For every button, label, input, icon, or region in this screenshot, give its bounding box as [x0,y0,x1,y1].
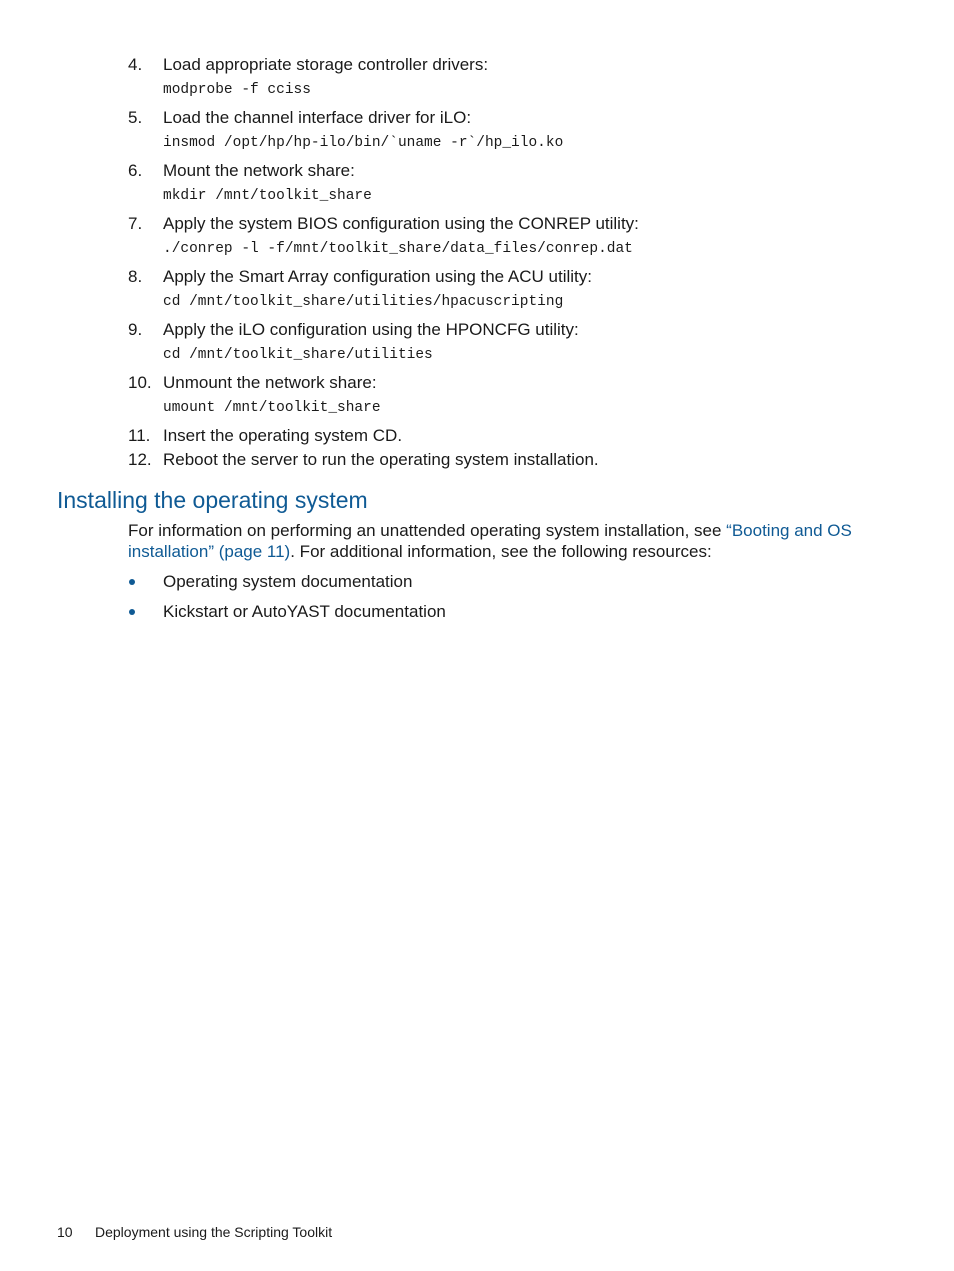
list-item [128,570,888,600]
list-item-text: Operating system documentation [163,572,413,591]
step-item [128,318,908,371]
step-number: 8. [128,267,143,286]
step-number: 9. [128,320,143,339]
step-number: 7. [128,214,143,233]
bullet-icon [129,609,135,615]
footer-title: Deployment using the Scripting Toolkit [95,1224,333,1240]
code-line: mkdir /mnt/toolkit_share [163,188,372,204]
step-number: 12. [128,450,152,469]
step-item [128,448,908,472]
resources-list [128,570,888,630]
page-number: 10 [57,1224,73,1240]
step-item [128,212,908,265]
step-item [128,424,908,448]
step-number: 10. [128,373,152,392]
section-heading: Installing the operating system [57,487,368,513]
code-line: modprobe -f cciss [163,82,311,98]
paragraph-text: . For additional information, see the following resources: [290,542,712,561]
step-text: Insert the operating system CD. [163,426,403,445]
list-item [128,600,888,630]
step-item [128,159,908,212]
step-text: Mount the network share: [163,161,355,180]
bullet-icon [129,579,135,585]
list-item-text: Kickstart or AutoYAST documentation [163,602,446,621]
code-line: umount /mnt/toolkit_share [163,400,381,416]
step-text: Load the channel interface driver for iLO: [163,108,472,127]
step-number: 4. [128,55,143,74]
step-text: Apply the system BIOS configuration using the CONREP utility: [163,214,639,233]
code-line: insmod /opt/hp/hp-ilo/bin/`uname -r`/hp_ilo.ko [163,135,564,151]
step-number: 11. [128,426,151,445]
cross-reference-link[interactable]: “Booting and OS installation” (page 11) [128,521,852,561]
code-line: ./conrep -l -f/mnt/toolkit_share/data_files/conrep.dat [163,241,633,257]
step-text: Load appropriate storage controller drivers: [163,55,489,74]
step-item [128,265,908,318]
step-number: 5. [128,108,143,127]
step-text: Unmount the network share: [163,373,377,392]
step-item [128,371,908,424]
step-item [128,106,908,159]
step-text: Apply the Smart Array configuration using the ACU utility: [163,267,592,286]
paragraph-text: For information on performing an unattended operating system installation, see [128,521,727,540]
numbered-steps-list [128,53,908,472]
step-item [128,53,908,106]
step-number: 6. [128,161,143,180]
code-line: cd /mnt/toolkit_share/utilities/hpacuscripting [163,294,564,310]
page-footer [57,1222,332,1242]
step-text: Reboot the server to run the operating system installation. [163,450,599,469]
code-line: cd /mnt/toolkit_share/utilities [163,347,433,363]
section-paragraph [128,520,888,562]
step-text: Apply the iLO configuration using the HPONCFG utility: [163,320,579,339]
